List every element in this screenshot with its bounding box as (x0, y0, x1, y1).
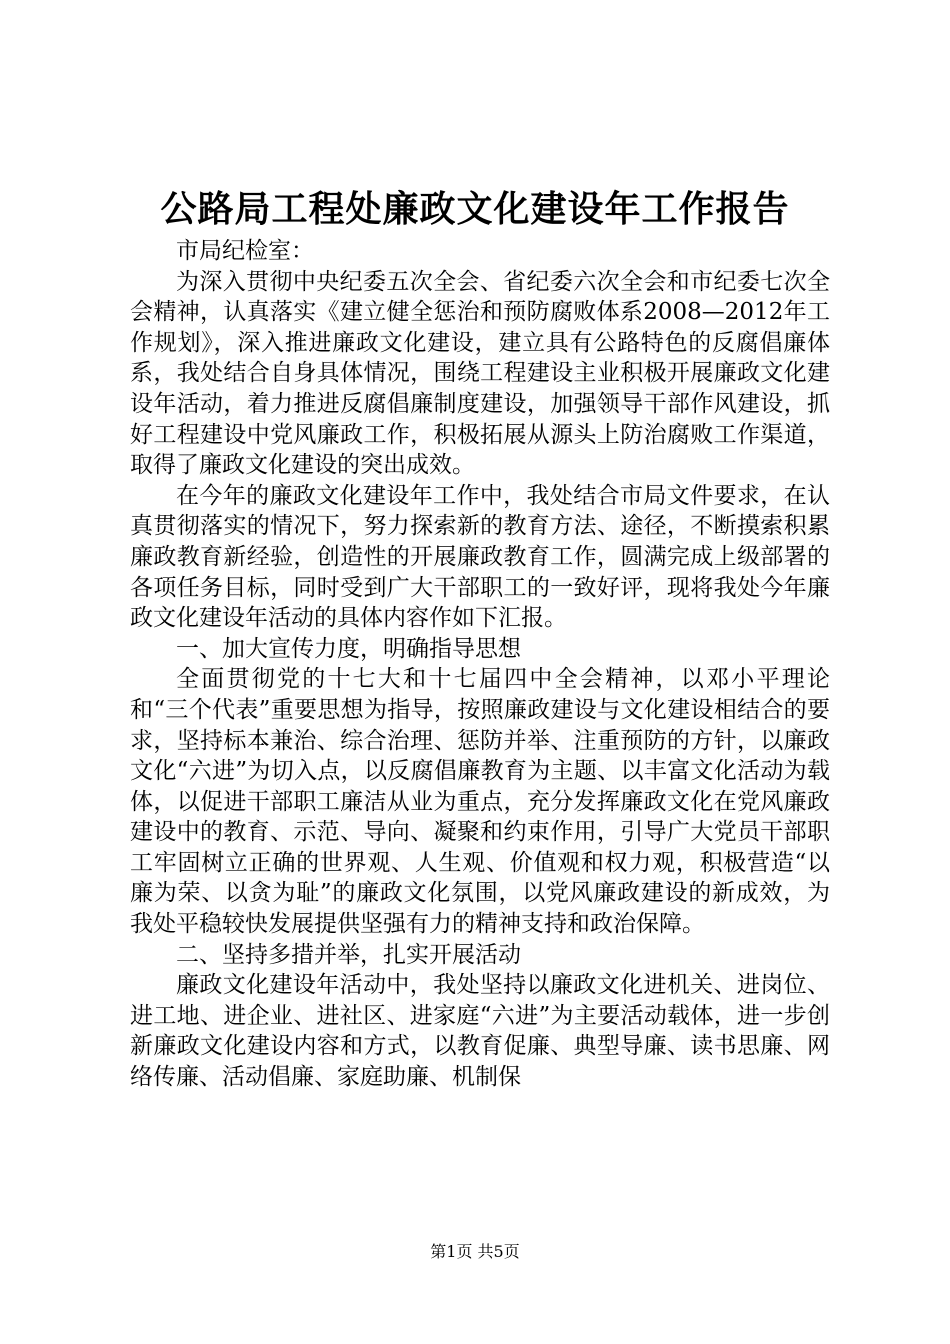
document-title: 公路局工程处廉政文化建设年工作报告 (160, 188, 790, 230)
section-text-1: 全面贯彻党的十七大和十七届四中全会精神，以邓小平理论和“三个代表”重要思想为指导，按照廉政建设与文化建设相结合的要求，坚持标本兼治、综合治理、惩防并举、注重预防的方针，以廉政文化“六进”为切入点，以反腐倡廉教育为主题、以丰富文化活动为载体，以促进干部职工廉洁从业为重点，充分发挥廉政文化在党风廉政建设中的教育、示范、导向、凝聚和约束作用，引导广大党员干部职工牢固树立正确的世界观、人生观、价值观和权力观，积极营造“以廉为荣、以贪为耻”的廉政文化氛围，以党风廉政建设的新成效，为我处平稳较快发展提供坚强有力的精神支持和政治保障。 (130, 666, 830, 938)
section-heading-2: 二、坚持多措并举，扎实开展活动 (176, 941, 521, 968)
paragraph-summary: 在今年的廉政文化建设年工作中，我处结合市局文件要求，在认真贯彻落实的情况下，努力探索新的教育方法、途径，不断摸索积累廉政教育新经验，创造性的开展廉政教育工作，圆满完成上级部署的各项任务目标，同时受到广大干部职工的一致好评，现将我处今年廉政文化建设年活动的具体内容作如下汇报。 (130, 482, 830, 632)
page-number-footer: 第1页 共5页 (430, 1242, 520, 1261)
paragraph-intro: 为深入贯彻中央纪委五次全会、省纪委六次全会和市纪委七次全会精神，认真落实《建立健全惩治和预防腐败体系2008—2012年工作规划》，深入推进廉政文化建设，建立具有公路特色的反腐倡廉体系，我处结合自身具体情况，围绕工程建设主业积极开展廉政文化建设年活动，着力推进反腐倡廉制度建设，加强领导干部作风建设，抓好工程建设中党风廉政工作，积极拓展从源头上防治腐败工作渠道，取得了廉政文化建设的突出成效。 (130, 268, 830, 479)
salutation: 市局纪检室： (176, 238, 314, 264)
section-heading-1: 一、加大宣传力度，明确指导思想 (176, 635, 521, 662)
section-text-2: 廉政文化建设年活动中，我处坚持以廉政文化进机关、进岗位、进工地、进企业、进社区、进家庭“六进”为主要活动载体，进一步创新廉政文化建设内容和方式，以教育促廉、典型导廉、读书思廉、网络传廉、活动倡廉、家庭助廉、机制保 (130, 972, 830, 1091)
document-body (130, 236, 830, 1093)
